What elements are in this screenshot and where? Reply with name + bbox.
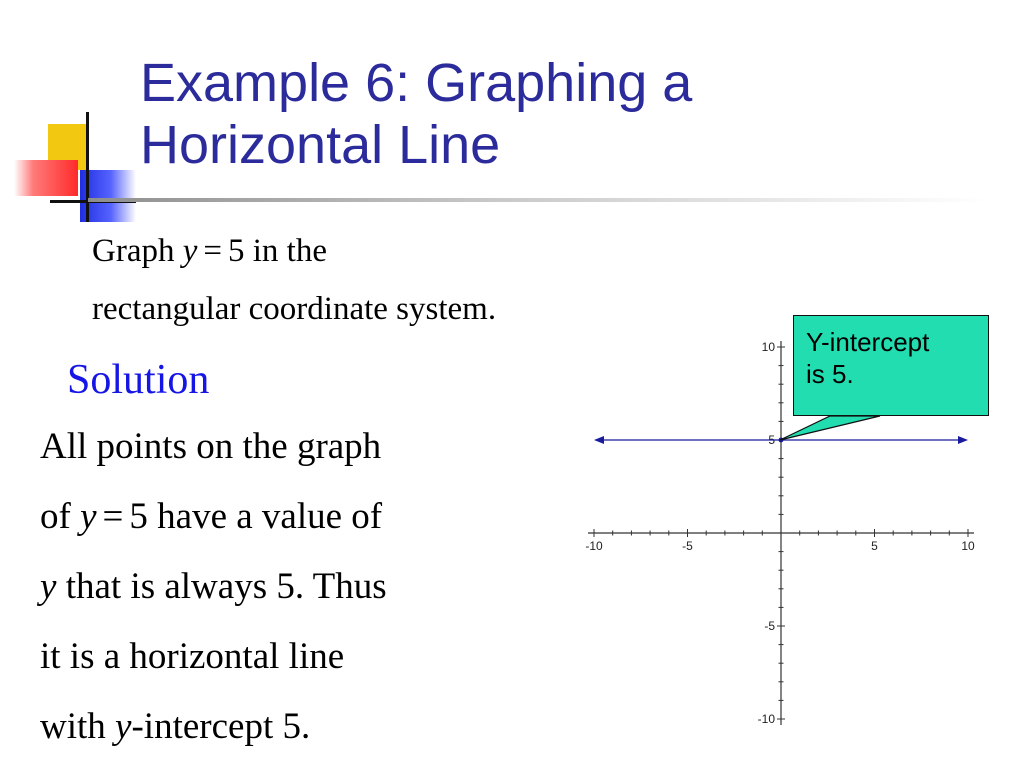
problem-line-2: rectangular coordinate system. <box>92 291 497 327</box>
decoration-vertical-line <box>86 112 89 222</box>
x-tick-label: 5 <box>871 539 878 553</box>
explanation-line-1: All points on the graph <box>40 426 382 467</box>
title-underline <box>88 198 988 202</box>
y-intercept-callout <box>793 315 989 416</box>
problem-line-1 <box>92 222 652 280</box>
y-tick-label: 5 <box>768 433 775 447</box>
explanation-suffix: have a value of <box>147 496 383 537</box>
problem-value: 5 <box>228 233 245 269</box>
problem-equals: = <box>203 233 222 269</box>
solution-explanation <box>40 412 510 762</box>
explanation-prefix: of <box>40 496 81 537</box>
slide-title-line-2: Horizontal Line <box>140 115 501 175</box>
decoration-red-bar <box>14 160 78 196</box>
explanation-line-5 <box>40 692 510 762</box>
problem-text-prefix: Graph <box>92 233 183 269</box>
explanation-variable-2: y <box>40 566 57 607</box>
explanation-prefix-5: with <box>40 706 116 747</box>
problem-statement <box>92 222 652 338</box>
slide-title-line-1: Example 6: Graphing a <box>140 53 693 113</box>
callout-line-2: is 5. <box>806 359 854 389</box>
explanation-line-2 <box>40 482 510 552</box>
y-tick-label: -5 <box>764 619 775 633</box>
explanation-variable: y <box>80 496 97 537</box>
y-tick-label: -10 <box>757 712 775 726</box>
solution-heading: Solution <box>67 357 210 403</box>
explanation-text-3: that is always 5. Thus <box>56 566 387 607</box>
y-tick-label: 10 <box>761 340 775 354</box>
explanation-value: 5 <box>129 496 148 537</box>
left-arrowhead <box>594 436 604 444</box>
explanation-suffix-5: -intercept 5. <box>131 706 311 747</box>
callout-line-1: Y-intercept <box>806 327 930 357</box>
explanation-line-3 <box>40 552 510 622</box>
x-tick-label: -10 <box>585 539 603 553</box>
right-arrowhead <box>958 436 968 444</box>
problem-variable: y <box>182 233 198 269</box>
explanation-line-4: it is a horizontal line <box>40 636 345 677</box>
x-tick-label: -5 <box>682 539 693 553</box>
slide-title <box>140 52 960 176</box>
x-tick-label: 10 <box>961 539 975 553</box>
callout-pointer <box>780 416 880 440</box>
explanation-equals: = <box>102 496 124 537</box>
explanation-variable-3: y <box>115 706 132 747</box>
problem-text-suffix: in the <box>244 233 327 269</box>
